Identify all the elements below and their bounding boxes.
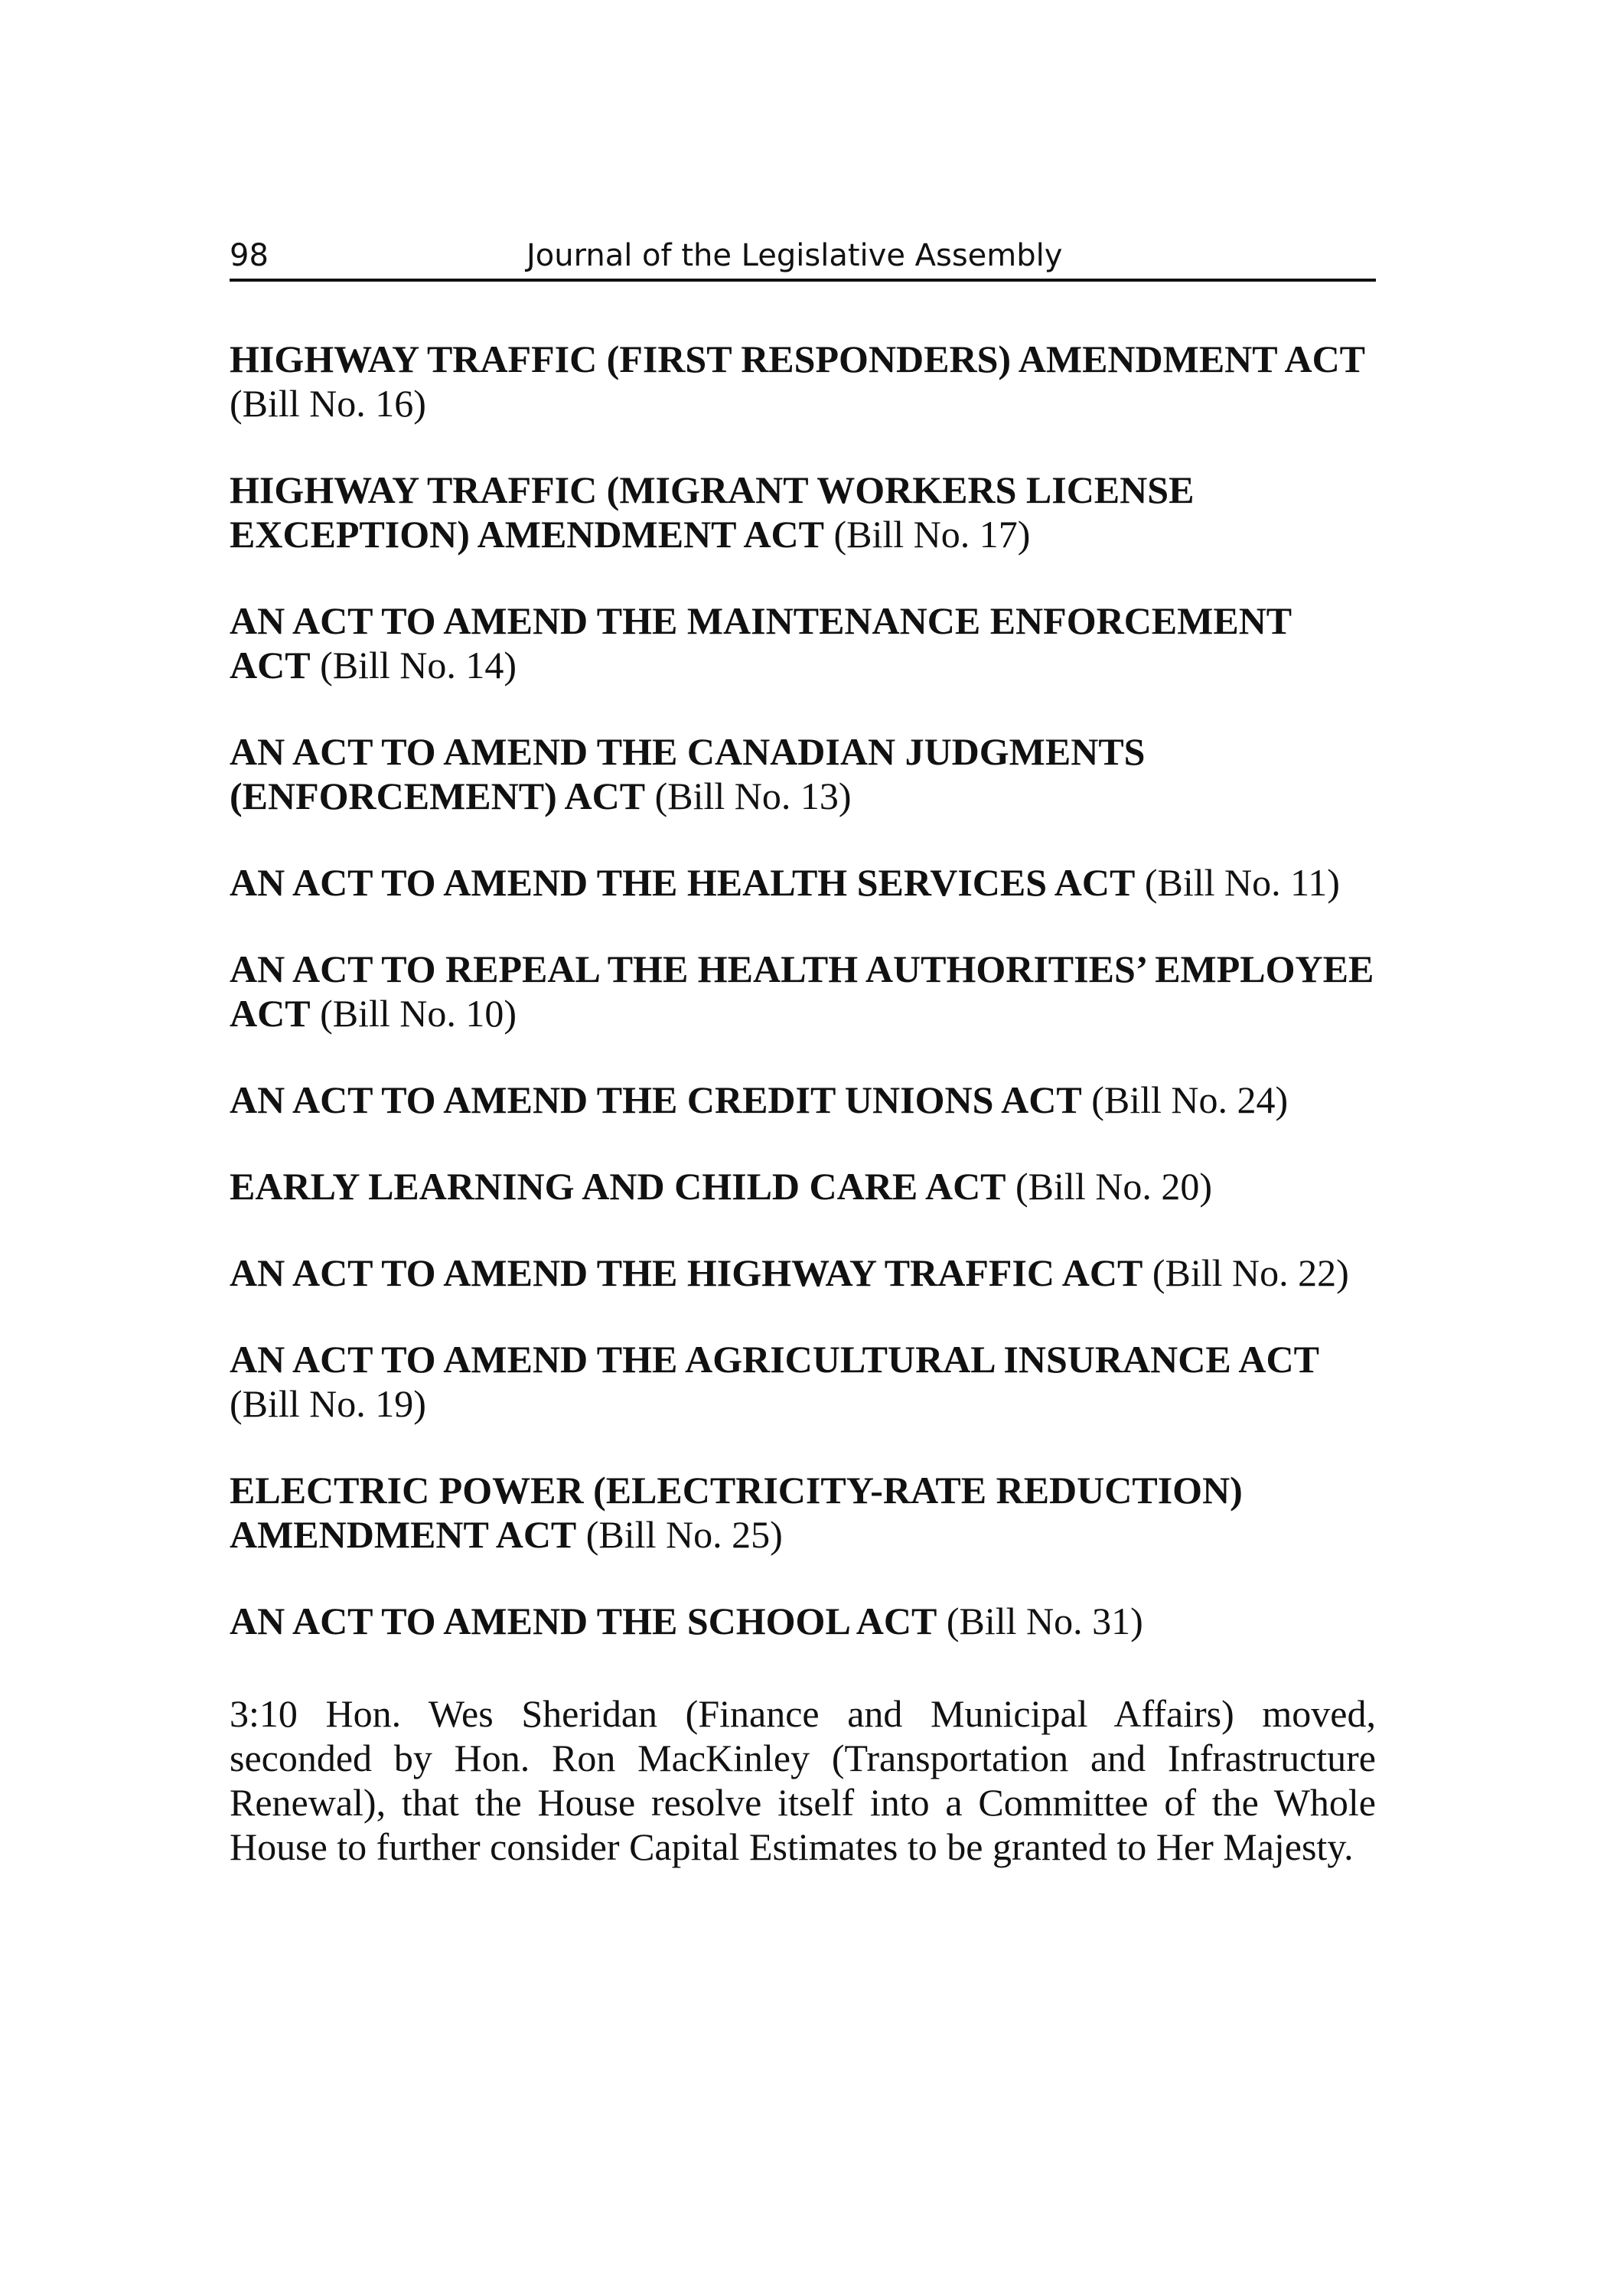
bill-entry [230,729,1376,818]
bill-number: (Bill No. 20) [1015,1165,1212,1208]
journal-title: Journal of the Legislative Assembly [526,238,1063,273]
bill-number: (Bill No. 25) [585,1513,783,1556]
bill-title: EARLY LEARNING AND CHILD CARE ACT [230,1165,1006,1208]
bill-number: (Bill No. 17) [833,513,1031,556]
bill-title: HIGHWAY TRAFFIC (MIGRANT WORKERS LICENSE EXCEPTION) AMENDMENT ACT [230,468,1195,556]
bill-title: AN ACT TO REPEAL THE HEALTH AUTHORITIES’ EMPLOYEE ACT [230,947,1374,1035]
bill-title: ELECTRIC POWER (ELECTRICITY-RATE REDUCTION) AMENDMENT ACT [230,1469,1243,1556]
bill-entry [230,1337,1376,1426]
bill-entry [230,1599,1376,1643]
bill-number: (Bill No. 13) [654,775,852,817]
bill-title: AN ACT TO AMEND THE HEALTH SERVICES ACT [230,861,1136,904]
bill-entry [230,947,1376,1035]
bill-number: (Bill No. 31) [946,1600,1143,1642]
bill-entry [230,1164,1376,1208]
bill-entry [230,337,1376,426]
bill-entry [230,598,1376,687]
bill-number: (Bill No. 10) [320,992,517,1035]
bill-number: (Bill No. 19) [230,1382,426,1425]
page-number: 98 [230,238,269,273]
bill-entry [230,1251,1376,1295]
bill-title: AN ACT TO AMEND THE CREDIT UNIONS ACT [230,1078,1082,1121]
bill-number: (Bill No. 14) [320,644,517,687]
bill-title: HIGHWAY TRAFFIC (FIRST RESPONDERS) AMENDMENT ACT [230,338,1366,380]
motion-paragraph: 3:10 Hon. Wes Sheridan (Finance and Municipal Affairs) moved, seconded by Hon. Ron MacKinley (Transportation and Infrastructure Renewal), that the House resolve itself into a Committee of the Whole House to further consider Capital Estimates to be granted to Her Majesty. [230,1692,1376,1868]
bill-entry [230,468,1376,556]
bill-number: (Bill No. 11) [1144,861,1340,904]
bill-entry [230,1468,1376,1557]
bill-list [230,337,1376,1685]
bill-title: AN ACT TO AMEND THE AGRICULTURAL INSURANCE ACT [230,1338,1319,1381]
running-header [230,233,1376,282]
bill-title: AN ACT TO AMEND THE MAINTENANCE ENFORCEMENT ACT [230,599,1292,687]
bill-title: AN ACT TO AMEND THE CANADIAN JUDGMENTS (ENFORCEMENT) ACT [230,730,1146,817]
bill-number: (Bill No. 22) [1152,1251,1349,1294]
bill-entry [230,860,1376,905]
bill-title: AN ACT TO AMEND THE HIGHWAY TRAFFIC ACT [230,1251,1143,1294]
bill-number: (Bill No. 24) [1091,1078,1289,1121]
bill-number: (Bill No. 16) [230,382,426,425]
bill-title: AN ACT TO AMEND THE SCHOOL ACT [230,1600,937,1642]
bill-entry [230,1078,1376,1122]
